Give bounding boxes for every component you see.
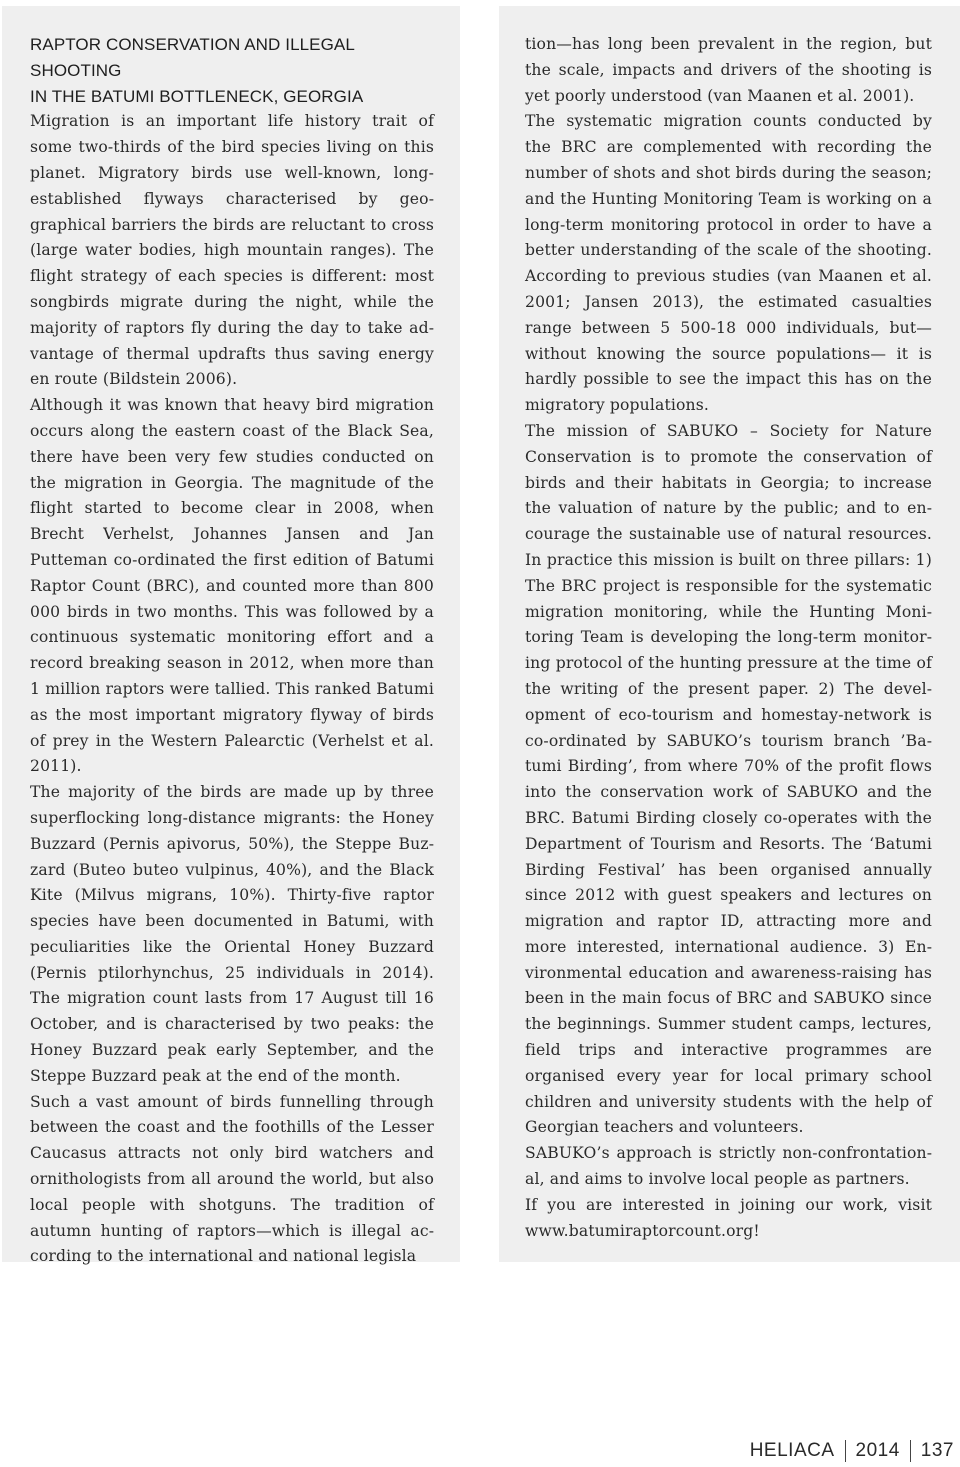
journal-name: HELIACA <box>749 1440 835 1461</box>
paragraph-black-sea-migration: Although it was known that heavy bird migration occurs along the eastern coast of the Black Sea, there have been very few studies conducted on the migration in Georgia. The magnitude of the flight started to become clear in 2008, when Brecht Verhelst, Johannes Jansen and Jan Putteman co-ordinated the first edition of Batumi Raptor Count (BRC), and counted more than 800 000 birds in two months. This was followed by a continuous systematic monitoring effort and a record breaking season in 2012, when more than 1 million raptors were tallied. This ranked Batumi as the most important migratory flyway of birds of prey in the Western Palearctic (Verhelst et al. 2011). <box>30 396 434 776</box>
paragraph-sabuko-mission: The mission of SABUKO – Society for Nature Conservation is to promote the conservation of birds and their habitats in Georgia; to increase the valuation of nature by the public; and to encourage the sustainable use of natural resources. In practice this mission is built on three pillars: 1) The BRC project is responsible for the systematic migration monitoring, while the Hunting Monitoring Team is developing the long-term monitoring protocol of the hunting pressure at the time of the writing of the present paper. 2) The development of eco-tourism and homestay-network is co-ordinated by SABUKO’s tourism branch ’Batumi Birding’, from where 70% of the profit flows into the conservation work of SABUKO and the BRC. Batumi Birding closely co-operates with the Department of Tourism and Resorts. The ‘Batumi Birding Festival’ has been organised annually since 2012 with guest speakers and lectures on migration and raptor ID, attracting more and more interested, international audience. 3) Environmental education and awareness-raising has been in the main focus of BRC and SABUKO since the beginnings. Summer student camps, lectures, field trips and interactive programmes are organised every year for local primary school children and university students with the help of Georgian teachers and volunteers. <box>525 421 932 1137</box>
article-title-line-1: RAPTOR CONSERVATION AND ILLEGAL SHOOTING <box>30 35 355 80</box>
right-column <box>499 6 960 1262</box>
page-number: 137 <box>920 1440 954 1461</box>
article-title-line-2: IN THE BATUMI BOTTLENECK, GEORGIA <box>30 86 364 106</box>
page-footer <box>750 1440 954 1462</box>
article-title <box>30 32 434 109</box>
paragraph-migration-intro: Migration is an important life history trait of some two-thirds of the bird species living on this planet. Migratory birds use well-known, long-established flyways characterised by geographical barriers the birds are reluctant to cross (large water bodies, high mountain ranges). The flight strategy of each species is different: most songbirds migrate during the night, while the majority of raptors fly during the day to take advantage of thermal updrafts thus saving energy en route (Bildstein 2006). <box>30 112 434 389</box>
paragraph-autumn-hunting: Such a vast amount of birds funnelling through between the coast and the foothills of the Lesser Caucasus attracts not only bird watchers and ornithologists from all around the world, but also local people with shotguns. The tradition of autumn hunting of raptors—which is illegal according to the international and national legisla <box>30 1092 434 1266</box>
journal-year: 2014 <box>855 1440 900 1461</box>
paragraph-migration-counts: The systematic migration counts conducted by the BRC are complemented with recording the number of shots and shot birds during the season; and the Hunting Monitoring Team is working on a long-term monitoring protocol in order to have a better understanding of the scale of the shooting. According to previous studies (van Maanen et al. 2001; Jansen 2013), the estimated casualties range between 5 500-18 000 individuals, but—without knowing the source populations— it is hardly possible to see the impact this has on the migratory populations. <box>525 112 932 415</box>
footer-divider <box>910 1440 911 1462</box>
paragraph-sabuko-approach: SABUKO’s approach is strictly non-confrontational, and aims to involve local people as partners. <box>525 1144 932 1189</box>
paragraph-legislation-continued: tion—has long been prevalent in the region, but the scale, impacts and drivers of the shooting is yet poorly understood (van Maanen et al. 2001). <box>525 35 932 105</box>
left-column <box>2 6 460 1266</box>
paragraph-superflocking-migrants: The majority of the birds are made up by three superflocking long-distance migrants: the Honey Buzzard (Pernis apivorus, 50%), the Steppe Buzzard (Buteo buteo vulpinus, 40%), and the Black Kite (Milvus migrans, 10%). Thirty-five raptor species have been documented in Batumi, with peculiarities like the Oriental Honey Buzzard (Pernis ptilorhynchus, 25 individuals in 2014). The migration count lasts from 17 August till 16 October, and is characterised by two peaks: the Honey Buzzard peak early September, and the Steppe Buzzard peak at the end of the month. <box>30 783 434 1085</box>
footer-divider <box>845 1440 846 1462</box>
paragraph-join-invitation: If you are interested in joining our work, visit www.batumiraptorcount.org! <box>525 1195 932 1240</box>
